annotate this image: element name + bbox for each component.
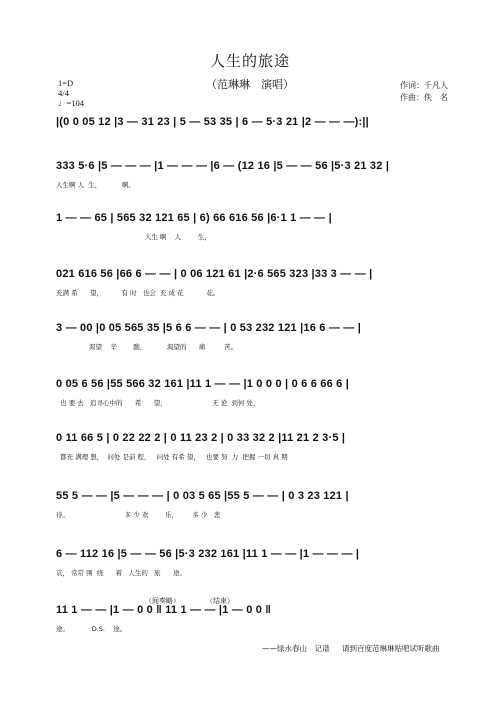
score-row-8 (56, 490, 468, 540)
lyricist: 作词：千凡人 (400, 81, 448, 90)
score-row-4 (56, 268, 468, 318)
notation-line: 0 05 6 56 |55 566 32 161 |11 1 — — |1 0 0 0 | 0 6 6 66 6 | (56, 378, 350, 390)
lyrics-line: 途。 D.S. 途。 (56, 625, 127, 633)
lyrics-line: 待。 多 少 欢 乐， 多 少 悲 (56, 511, 221, 519)
composer: 作曲：佚 名 (400, 93, 448, 102)
notation-line: 3 — 00 |0 05 565 35 |5 6 6 — — | 0 53 232 121 |16 6 — — | (56, 322, 362, 334)
lyrics-line: 人生啊 人 生， 啊。 (56, 181, 135, 189)
notation-line: 11 1 — — |1 — 0 0 ‖ 11 1 — — |1 — 0 0 ‖ (56, 604, 272, 616)
score-row-6 (56, 378, 468, 428)
notation-line: 333 5·6 |5 — — — |1 — — — |6 — (12 16 |5 — — 56 |5·3 21 32 | (56, 160, 390, 172)
notation-line: 55 5 — — |5 — — — | 0 03 5 65 |55 5 — — | 0 3 23 121 | (56, 490, 349, 502)
score-row-5 (56, 322, 468, 372)
listen-note: 请到百度范琳琳贴吧试听歌曲 (342, 644, 440, 653)
credits-block (400, 80, 448, 104)
performer-line: （范琳琳 演唱） (206, 79, 294, 91)
lyrics-line: 都充 满理 想， 问处 是前 程， 问处 有希 望， 也要 努 力 把握 一切 真 期 (56, 453, 288, 461)
song-title: 人生的旅途 (209, 54, 290, 70)
lyrics-line: 也 要 去 追寻心中的 希 望， 无 论 到何 处， (56, 399, 260, 407)
key-signature-block (58, 78, 84, 108)
key-sig: 1=D (58, 78, 74, 88)
score-row-2 (56, 160, 468, 210)
interlude-marker: （间奏略） (145, 597, 180, 605)
lyrics-line: 人生 啊 人 生， (56, 233, 211, 241)
notation-line: 6 — 112 16 |5 — — 56 |5·3 232 161 |11 1 — — |1 — — — | (56, 548, 360, 560)
score-row-7 (56, 432, 468, 482)
lyrics-line: 哀， 常常 围 绕 着 人生的 旅 途。 (56, 569, 186, 577)
score-row-9 (56, 548, 468, 598)
score-row-1 (56, 116, 468, 166)
notation-line: 0 11 66 5 | 0 22 22 2 | 0 11 23 2 | 0 33 32 2 |11 21 2 3·5 | (56, 432, 346, 444)
notation-line: 021 616 56 |66 6 — — | 0 06 121 61 |2·6 565 323 |33 3 — — | (56, 268, 373, 280)
transcriber-credit: ——绿水春山 记谱 (262, 644, 330, 653)
ending-marker: （结束） (206, 597, 234, 605)
notation-line: |(0 0 05 12 |3 — 31 23 | 5 — 53 35 | 6 — 5·3 21 |2 — — —):|| (56, 116, 369, 128)
lyrics-line: 渴望 辛 酸， 渴望的 痛 苦。 (56, 343, 238, 351)
score-row-3 (56, 212, 468, 262)
tempo: ♩=104 (58, 98, 85, 108)
lyrics-line: 充满 希 望， 有 时 也会 充 成 花 花。 (56, 289, 220, 297)
notation-line: 1 — — 65 | 565 32 121 65 | 6) 66 616 56 |6·1 1 — — | (56, 212, 332, 224)
time-sig: 4/4 (58, 88, 69, 98)
